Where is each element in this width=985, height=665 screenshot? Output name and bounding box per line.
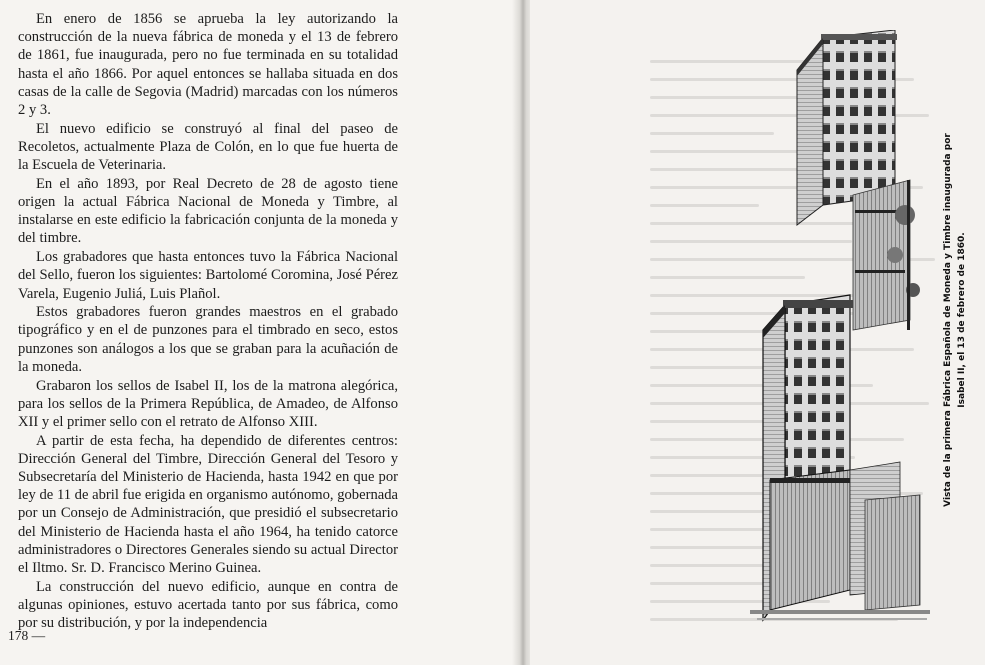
paragraph-3: En el año 1893, por Real Decreto de 28 de agosto tiene origen la actual Fábrica Nacional de Moneda y Timbre, al instalarse en este edificio la fabricación conjunta de la moneda y del timbre.	[18, 175, 398, 247]
paragraph-1: En enero de 1856 se aprueba la ley autorizando la construcción de la nueva fábrica de moneda y el 13 de febrero de 1861, fue inaugurada, pero no fue terminada en su totalidad hasta el año 1866. Por aquel entonces se hallaba situada en dos casas de la calle de Segovia (Madrid) marcadas con los números 2 y 3.	[18, 11, 398, 119]
paragraph-2: El nuevo edificio se construyó al final del paseo de Recoletos, actualmente Plaza de Colón, en lo que fue huerta de la Escuela de Veterinaria.	[18, 120, 398, 174]
paragraph-8: La construcción del nuevo edificio, aunque en contra de algunas opiniones, estuvo acertada tanto por sus fábrica, como por su distribución, y por la independencia	[18, 578, 398, 632]
building-engraving-icon	[735, 30, 935, 630]
caption-line-1: Vista de la primera Fábrica Española de Moneda y Timbre inaugurada por	[943, 133, 953, 507]
caption-line-2: Isabel II, el 13 de febrero de 1860.	[957, 232, 967, 408]
image-caption	[935, 120, 975, 520]
paragraph-6: Grabaron los sellos de Isabel II, los de la matrona alegórica, para los sellos de la Primera República, de Amadeo, de Alfonso XII y el primer sello con el retrato de Alfonso XIII.	[18, 377, 398, 430]
body-text	[18, 10, 398, 633]
page-number: 178 —	[8, 628, 46, 643]
paragraph-5: Estos grabadores fueron grandes maestros en el grabado tipográfico y en el de punzones para el timbrado en seco, estos punzones son análogos a los que se graban para la acuñación de la moneda.	[18, 304, 398, 375]
paragraph-7: A partir de esta fecha, ha dependido de diferentes centros: Dirección General del Timbre, Dirección General del Tesoro y Subsecretaría del Ministerio de Hacienda, hasta 1942 en que por ley de 11 de abril fue erigida en organismo autónomo, gobernada por un Consejo de Administración, que presidió el subsecretario del Ministerio de Hacienda hasta el año 1964, ha tenido catorce administradores o Directores Generales siendo su actual Director el Iltmo. Sr. D. Francisco Merino Guinea.	[18, 432, 398, 577]
paragraph-4: Los grabadores que hasta entonces tuvo la Fábrica Nacional del Sello, fueron los siguientes: Bartolomé Coromina, José Pérez Varela, Eugenio Juliá, Luis Plañol.	[18, 249, 398, 302]
